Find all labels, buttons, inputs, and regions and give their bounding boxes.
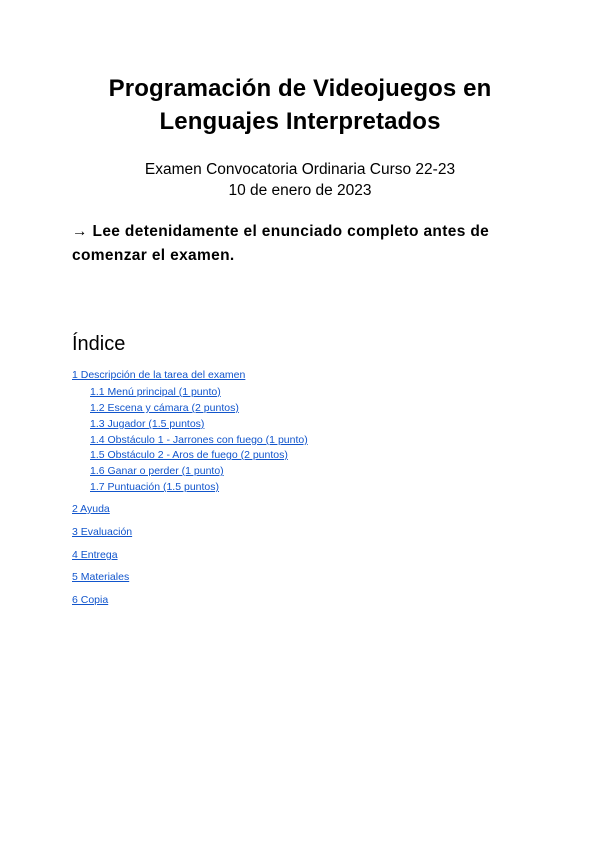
toc-link-obstaculo-2[interactable]: 1.5 Obstáculo 2 - Aros de fuego (2 puntos) [90, 449, 288, 461]
title-line-1: Programación de Videojuegos en [108, 75, 492, 102]
toc-link-puntuacion[interactable]: 1.7 Puntuación (1.5 puntos) [90, 481, 220, 493]
toc-link-descripcion[interactable]: 1 Descripción de la tarea del examen [72, 369, 246, 381]
toc-link-copia[interactable]: 6 Copia [72, 594, 109, 606]
toc-link-menu-principal[interactable]: 1.1 Menú principal (1 punto) [90, 386, 221, 398]
toc-link-obstaculo-1[interactable]: 1.4 Obstáculo 1 - Jarrones con fuego (1 punto) [90, 434, 308, 446]
toc-link-entrega[interactable]: 4 Entrega [72, 549, 118, 561]
toc-link-ganar-perder[interactable]: 1.6 Ganar o perder (1 punto) [90, 465, 224, 477]
document-subtitle [0, 159, 600, 201]
toc-link-materiales[interactable]: 5 Materiales [72, 571, 130, 583]
toc-link-ayuda[interactable]: 2 Ayuda [72, 503, 110, 515]
toc-link-evaluacion[interactable]: 3 Evaluación [72, 526, 133, 538]
toc-link-jugador[interactable]: 1.3 Jugador (1.5 puntos) [90, 418, 205, 430]
index-heading: Índice [72, 333, 126, 355]
toc-link-escena-camara[interactable]: 1.2 Escena y cámara (2 puntos) [90, 402, 239, 414]
subtitle-line-2: 10 de enero de 2023 [228, 182, 372, 199]
document-title [0, 72, 600, 138]
subtitle-line-1: Examen Convocatoria Ordinaria Curso 22-23 [144, 161, 456, 178]
exam-notice: → Lee detenidamente el enunciado completo antes de comenzar el examen. [72, 223, 490, 264]
title-line-2: Lenguajes Interpretados [159, 108, 441, 135]
